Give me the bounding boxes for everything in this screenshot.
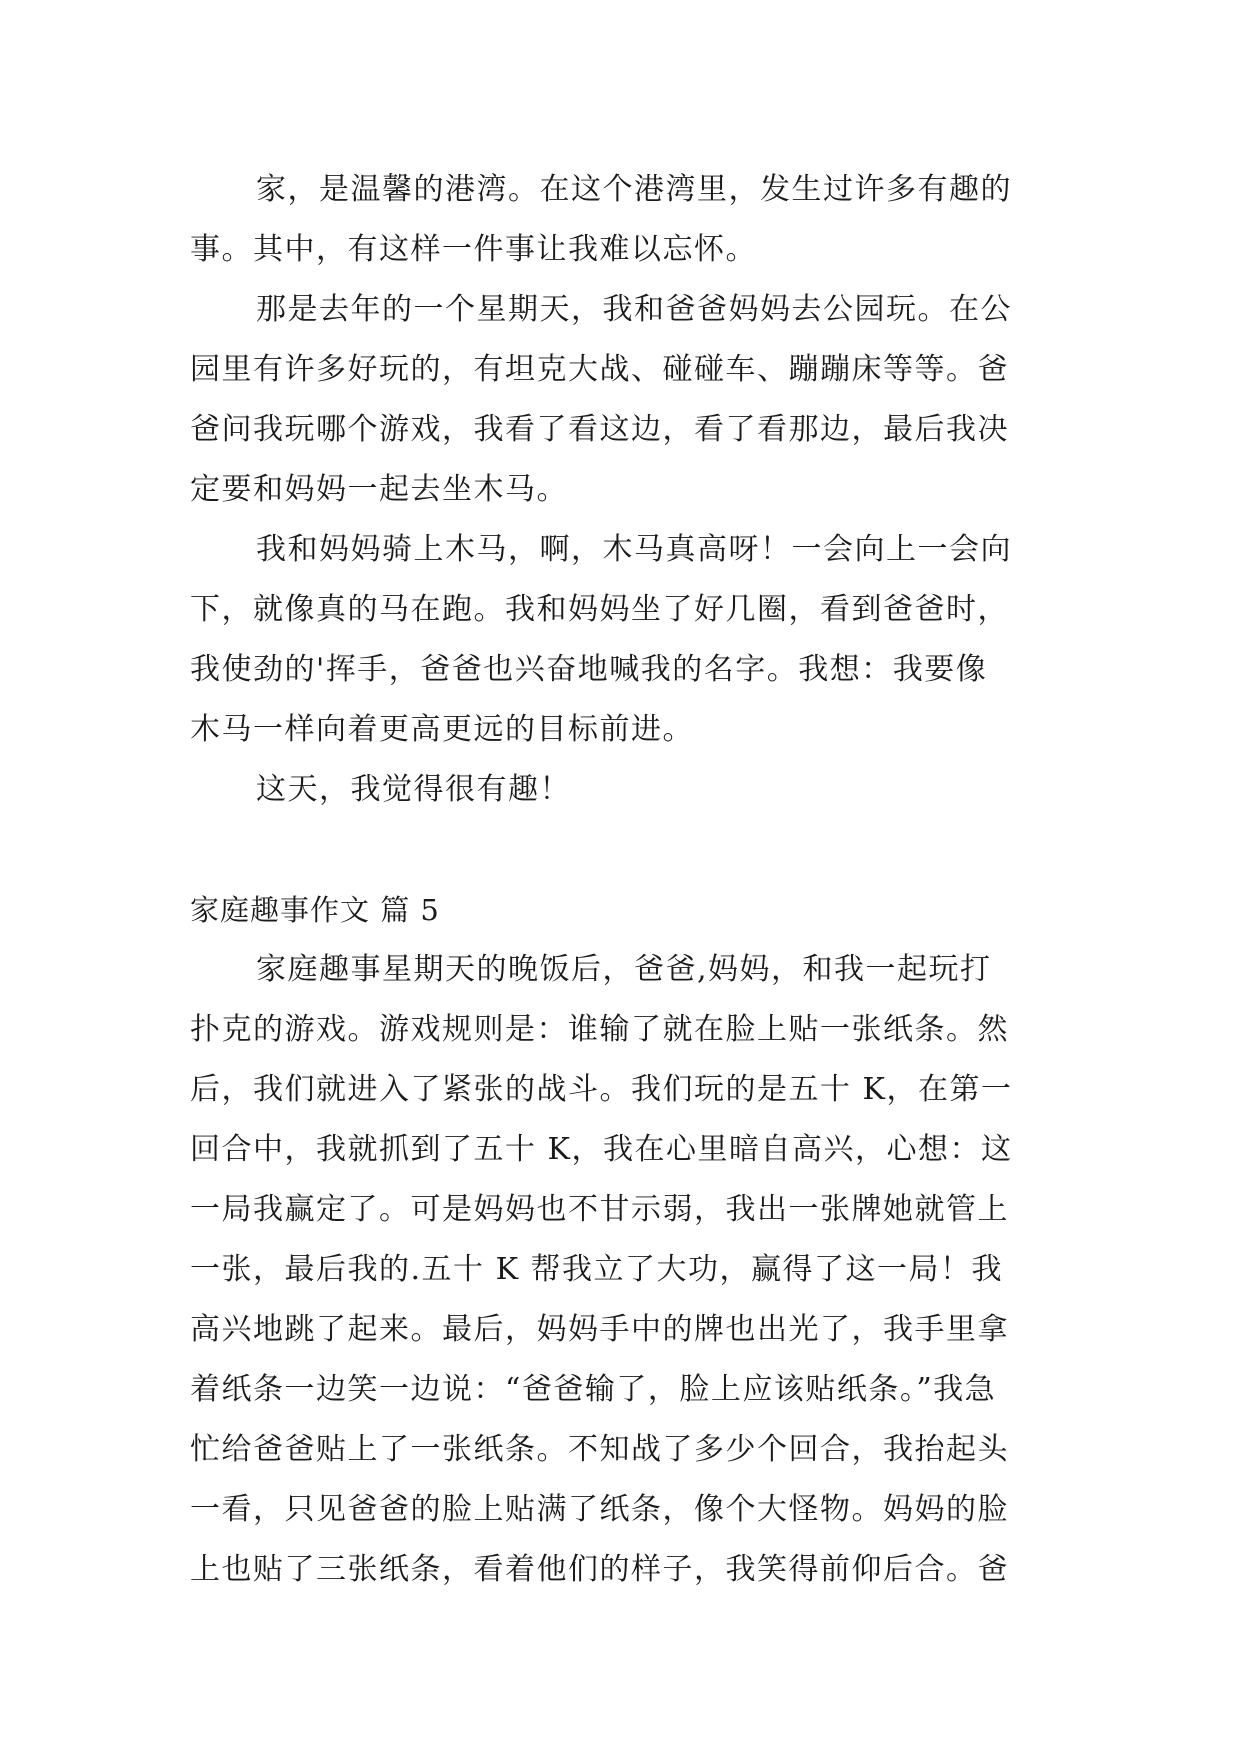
text-line: 着纸条一边笑一边说：“爸爸输了，脸上应该贴纸条。”我急 xyxy=(190,1372,997,1407)
section-gap xyxy=(190,820,1052,880)
essay-heading: 家庭趣事作文 篇 5 xyxy=(190,893,440,927)
text-line: 定要和妈妈一起去坐木马。 xyxy=(190,472,568,507)
text-line: 忙给爸爸贴上了一张纸条。不知战了多少个回合，我抬起头 xyxy=(190,1432,1009,1467)
text-line: 园里有许多好玩的，有坦克大战、碰碰车、蹦蹦床等等。爸 xyxy=(190,352,1009,387)
text-line: 家庭趣事星期天的晚饭后，爸爸,妈妈，和我一起玩打 xyxy=(256,952,992,987)
text-line: 扑克的游戏。游戏规则是：谁输了就在脸上贴一张纸条。然 xyxy=(190,1012,1009,1047)
text-line: 一看，只见爸爸的脸上贴满了纸条，像个大怪物。妈妈的脸 xyxy=(190,1492,1009,1527)
text-line: 高兴地跳了起来。最后，妈妈手中的牌也出光了，我手里拿 xyxy=(190,1312,1009,1347)
paragraph xyxy=(190,940,1052,1600)
text-line: 下，就像真的马在跑。我和妈妈坐了好几圈，看到爸爸时， xyxy=(190,592,1009,627)
text-line: 我和妈妈骑上木马，啊，木马真高呀！一会向上一会向 xyxy=(256,532,1012,567)
text-line: 那是去年的一个星期天，我和爸爸妈妈去公园玩。在公 xyxy=(256,292,1012,327)
text-line: 我使劲的'挥手，爸爸也兴奋地喊我的名字。我想：我要像 xyxy=(190,652,988,687)
text-line: 事。其中，有这样一件事让我难以忘怀。 xyxy=(190,232,757,267)
text-line: 木马一样向着更高更远的目标前进。 xyxy=(190,712,694,747)
text-line: 家，是温馨的港湾。在这个港湾里，发生过许多有趣的 xyxy=(256,172,1012,207)
text-line: 回合中，我就抓到了五十 K，我在心里暗自高兴，心想：这 xyxy=(190,1132,1013,1167)
text-line: 上也贴了三张纸条，看着他们的样子，我笑得前仰后合。爸 xyxy=(190,1552,1009,1587)
paragraph xyxy=(190,760,1052,820)
text-line: 这天，我觉得很有趣！ xyxy=(256,772,571,807)
paragraph xyxy=(190,520,1052,760)
text-line: 一局我赢定了。可是妈妈也不甘示弱，我出一张牌她就管上 xyxy=(190,1192,1009,1227)
text-line: 一张，最后我的.五十 K 帮我立了大功，赢得了这一局！我 xyxy=(190,1252,1004,1287)
text-line: 爸问我玩哪个游戏，我看了看这边，看了看那边，最后我决 xyxy=(190,412,1009,447)
paragraph xyxy=(190,280,1052,520)
text-line: 后，我们就进入了紧张的战斗。我们玩的是五十 K，在第一 xyxy=(190,1072,1013,1107)
document-body xyxy=(190,160,1052,1600)
paragraph xyxy=(190,160,1052,280)
